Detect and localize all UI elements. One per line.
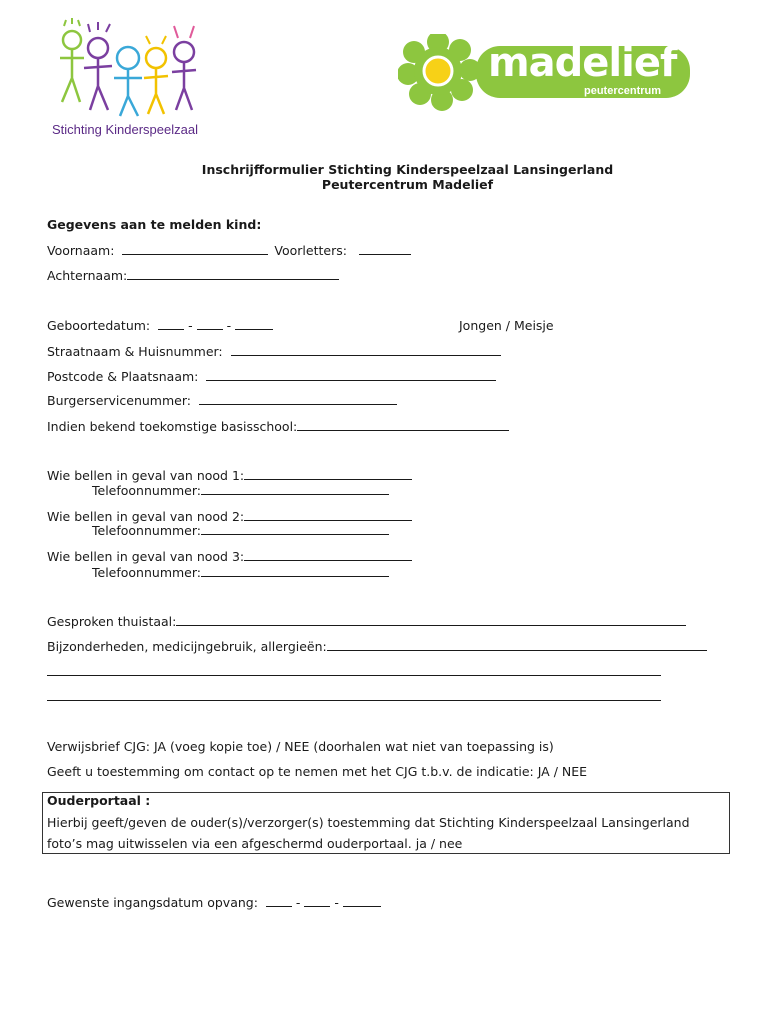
bijzonderheden-row <box>47 639 707 654</box>
phone-1-label: Telefoonnummer: <box>92 483 202 498</box>
bijzonderheden-extra-line-2[interactable] <box>47 700 661 701</box>
voorletters-label: Voorletters: <box>274 243 347 258</box>
ingangsdatum-row: Gewenste ingangsdatum opvang: - - <box>47 895 381 910</box>
geboortedatum-day-field[interactable] <box>158 318 184 330</box>
emergency-3-label: Wie bellen in geval van nood 3: <box>47 549 245 564</box>
phone-3-label: Telefoonnummer: <box>92 565 202 580</box>
form-title: Inschrijfformulier Stichting Kinderspeelzaal Lansingerland <box>201 162 614 177</box>
phone-1-row <box>92 483 389 498</box>
bsn-label: Burgerservicenummer: <box>47 393 191 408</box>
cjg-toestemming-text: Geeft u toestemming om contact op te nemen met het CJG t.b.v. de indicatie: JA / NEE <box>47 764 588 779</box>
achternaam-label: Achternaam: <box>47 268 128 283</box>
emergency-3-field[interactable] <box>244 549 412 561</box>
madelief-logo-sub: peutercentrum <box>584 85 662 97</box>
basisschool-row <box>47 419 509 434</box>
geboortedatum-row: Geboortedatum: - - <box>47 318 273 333</box>
emergency-2-row <box>47 509 412 524</box>
geboortedatum-month-field[interactable] <box>197 318 223 330</box>
geboortedatum-label: Geboortedatum: <box>47 318 151 333</box>
emergency-1-field[interactable] <box>244 468 412 480</box>
bijzonderheden-extra-line-1[interactable] <box>47 675 661 676</box>
straat-label: Straatnaam & Huisnummer: <box>47 344 223 359</box>
postcode-field[interactable] <box>206 369 496 381</box>
basisschool-field[interactable] <box>297 419 509 431</box>
postcode-label: Postcode & Plaatsnaam: <box>47 369 199 384</box>
voornaam-field[interactable] <box>122 243 268 255</box>
achternaam-field[interactable] <box>127 268 339 280</box>
phone-2-label: Telefoonnummer: <box>92 523 202 538</box>
voornaam-row <box>47 243 411 258</box>
gender-choice[interactable]: Jongen / Meisje <box>459 318 554 333</box>
madelief-logo <box>398 34 698 114</box>
emergency-2-field[interactable] <box>244 509 412 521</box>
ouderportaal-line-1: Hierbij geeft/geven de ouder(s)/verzorger(s) toestemming dat Stichting Kinderspeelzaal Lansingerland <box>47 815 690 830</box>
phone-2-row <box>92 523 389 538</box>
children-drawing-icon <box>50 18 210 118</box>
thuistaal-label: Gesproken thuistaal: <box>47 614 177 629</box>
stichting-logo-caption: Stichting Kinderspeelzaal <box>52 122 198 137</box>
emergency-1-row <box>47 468 412 483</box>
phone-1-field[interactable] <box>201 483 389 495</box>
bijzonderheden-field[interactable] <box>327 639 707 651</box>
thuistaal-row <box>47 614 686 629</box>
ouderportaal-line-2: foto’s mag uitwisselen via een afgeschermd ouderportaal. ja / nee <box>47 836 463 851</box>
straat-field[interactable] <box>231 344 501 356</box>
ingangsdatum-day-field[interactable] <box>266 895 292 907</box>
thuistaal-field[interactable] <box>176 614 686 626</box>
bijzonderheden-label: Bijzonderheden, medicijngebruik, allergieën: <box>47 639 327 654</box>
form-subtitle: Peutercentrum Madelief <box>321 177 494 192</box>
madelief-logo-name: madelief <box>488 40 677 86</box>
voornaam-label: Voornaam: <box>47 243 115 258</box>
geboortedatum-year-field[interactable] <box>235 318 273 330</box>
ingangsdatum-month-field[interactable] <box>304 895 330 907</box>
section-heading-child: Gegevens aan te melden kind: <box>47 217 262 232</box>
emergency-3-row <box>47 549 412 564</box>
postcode-row <box>47 369 496 384</box>
bsn-row <box>47 393 397 408</box>
phone-3-field[interactable] <box>201 565 389 577</box>
phone-3-row <box>92 565 389 580</box>
bsn-field[interactable] <box>199 393 397 405</box>
voorletters-field[interactable] <box>359 243 411 255</box>
achternaam-row <box>47 268 339 283</box>
ouderportaal-heading: Ouderportaal : <box>47 793 151 808</box>
verwijsbrief-text: Verwijsbrief CJG: JA (voeg kopie toe) / NEE (doorhalen wat niet van toepassing is) <box>47 739 554 754</box>
straat-row <box>47 344 501 359</box>
basisschool-label: Indien bekend toekomstige basisschool: <box>47 419 298 434</box>
emergency-2-label: Wie bellen in geval van nood 2: <box>47 509 245 524</box>
phone-2-field[interactable] <box>201 523 389 535</box>
emergency-1-label: Wie bellen in geval van nood 1: <box>47 468 245 483</box>
ingangsdatum-label: Gewenste ingangsdatum opvang: <box>47 895 258 910</box>
ouderportaal-box <box>42 792 730 854</box>
ingangsdatum-year-field[interactable] <box>343 895 381 907</box>
stichting-logo <box>50 18 220 140</box>
